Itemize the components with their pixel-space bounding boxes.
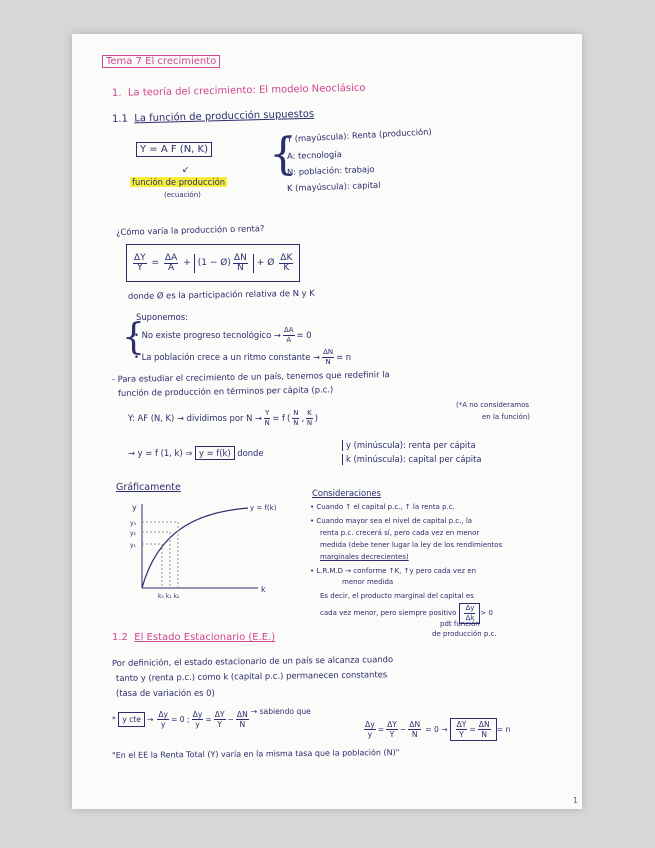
graph-x-ticks: k₀ k₁ k₂ bbox=[158, 593, 180, 600]
ee-def-2: tanto y (renta p.c.) como k (capital p.c.) permanecen constantes bbox=[115, 669, 388, 683]
consideration-1: • Cuando ↑ el capital p.c., ↑ la renta p.c. bbox=[310, 503, 455, 511]
ee-result: $\frac{\Delta y}{y}$ = $\frac{\Delta Y}{Y}$ − $\frac{\Delta N}{N}$ = 0 → $\frac{\Delta Y}{Y}$ = $\frac{\Delta N}{N}$ = n bbox=[365, 720, 511, 739]
section-1-heading: 1. La teoría del crecimiento: El modelo Neoclásico bbox=[111, 82, 366, 99]
brace-icon: { bbox=[269, 129, 297, 180]
percap-line-1: - Para estudiar el crecimiento de un país, tenemos que redefinir la bbox=[111, 369, 390, 384]
ee-def-3: (tasa de variación es 0) bbox=[116, 688, 215, 698]
percap-line-2: función de producción en términos per cápita (p.c.) bbox=[117, 384, 334, 398]
percap-reduced: → y = f (1, k) ⇒ y = f(k) donde bbox=[128, 448, 264, 458]
consideration-5b: de producción p.c. bbox=[432, 630, 497, 638]
production-function-formula: Y = A F (N, K) bbox=[136, 144, 212, 155]
ee-derivation: * y cte → $\frac{\Delta y}{y}$ = 0 ; $\frac{\Delta y}{y}$ = $\frac{\Delta Y}{Y}$ − $\frac{\Delta N}{N}$ → sabiendo que bbox=[112, 707, 311, 729]
consideration-5: pdt función bbox=[440, 620, 480, 628]
section-1-2-heading: 1.2 El Estado Estacionario (E.E.) bbox=[112, 632, 276, 643]
consideration-2c: medida (debe tener lugar la ley de los rendimientos bbox=[320, 541, 503, 549]
consideration-4b: cada vez menor, pero siempre positivo $\frac{\Delta y}{\Delta k}$ > 0 bbox=[320, 604, 493, 622]
graph-y-tick: y₃ bbox=[130, 520, 136, 527]
percap-note-2: en la función) bbox=[482, 413, 531, 421]
growth-where: donde Ø es la participación relativa de N y K bbox=[127, 287, 315, 301]
consideration-3b: menor medida bbox=[342, 578, 394, 586]
assumptions-title: Suponemos: bbox=[136, 312, 188, 322]
graph-x-axis-label: k bbox=[261, 585, 266, 594]
graph-title: Gráficamente bbox=[116, 482, 181, 493]
percap-def-y: y (minúscula): renta per cápita bbox=[342, 440, 476, 451]
def-n: N: población: trabajo bbox=[286, 163, 375, 177]
graph-y-tick: y₂ bbox=[130, 530, 136, 537]
ee-def-1: Por definición, el estado estacionario de un país se alcanza cuando bbox=[111, 654, 394, 668]
consideration-3: • L.R.M.D → conforme ↑K, ↑y pero cada vez en bbox=[310, 567, 477, 575]
page-number: 1 bbox=[572, 796, 578, 805]
percap-equation: Y: AF (N, K) → dividimos por N → $\frac{Y}{N}$ = f ( $\frac{N}{N}$ , $\frac{K}{N}$ ) bbox=[128, 409, 319, 427]
def-k: K (mayúscula): capital bbox=[286, 179, 381, 193]
consideration-2b: renta p.c. crecerá sí, pero cada vez en menor bbox=[320, 529, 480, 537]
ee-quote: "En el EE la Renta Total (Y) varía en la misma tasa que la población (N)" bbox=[111, 747, 400, 760]
assumption-1: • No existe progreso tecnológico → $\frac{\Delta A}{A}$ = 0 bbox=[134, 326, 312, 344]
graph-y-tick: y₁ bbox=[130, 542, 136, 549]
consideration-4: Es decir, el producto marginal del capital es bbox=[320, 592, 474, 600]
graph-y-axis-label: y bbox=[132, 503, 137, 512]
arrow-icon: ↙ bbox=[182, 164, 190, 174]
def-a: A: tecnología bbox=[286, 149, 342, 161]
page-title: Tema 7 El crecimiento bbox=[102, 56, 220, 67]
considerations-title: Consideraciones bbox=[312, 488, 381, 498]
consideration-2: • Cuando mayor sea el nivel de capital p.c., la bbox=[310, 517, 473, 525]
growth-intro: ¿Cómo varía la producción o renta? bbox=[115, 223, 265, 237]
notebook-page bbox=[72, 34, 582, 809]
percap-def-k: k (minúscula): capital per cápita bbox=[342, 454, 482, 465]
percap-note-1: (*A no consideramos bbox=[456, 401, 530, 409]
production-graph bbox=[118, 500, 298, 600]
production-function-sublabel: (ecuación) bbox=[164, 191, 201, 199]
growth-equation: $\frac{\Delta Y}{Y}$ = $\frac{\Delta A}{A}$ + (1 − Ø) $\frac{\Delta N}{N}$ + Ø $\frac{\Delta K}{K}$ bbox=[126, 244, 300, 282]
graph-curve-label: y = f(k) bbox=[250, 504, 277, 512]
brace-icon: { bbox=[122, 317, 145, 358]
production-function-label: función de producción bbox=[132, 177, 226, 187]
consideration-2d: marginales decrecientes) bbox=[320, 553, 409, 561]
assumption-2: • La población crece a un ritmo constante → $\frac{\Delta N}{N}$ = n bbox=[134, 348, 352, 366]
def-y: Y (mayúscula): Renta (producción) bbox=[286, 126, 432, 144]
section-1-1-heading: 1.1 La función de producción supuestos bbox=[111, 108, 315, 125]
